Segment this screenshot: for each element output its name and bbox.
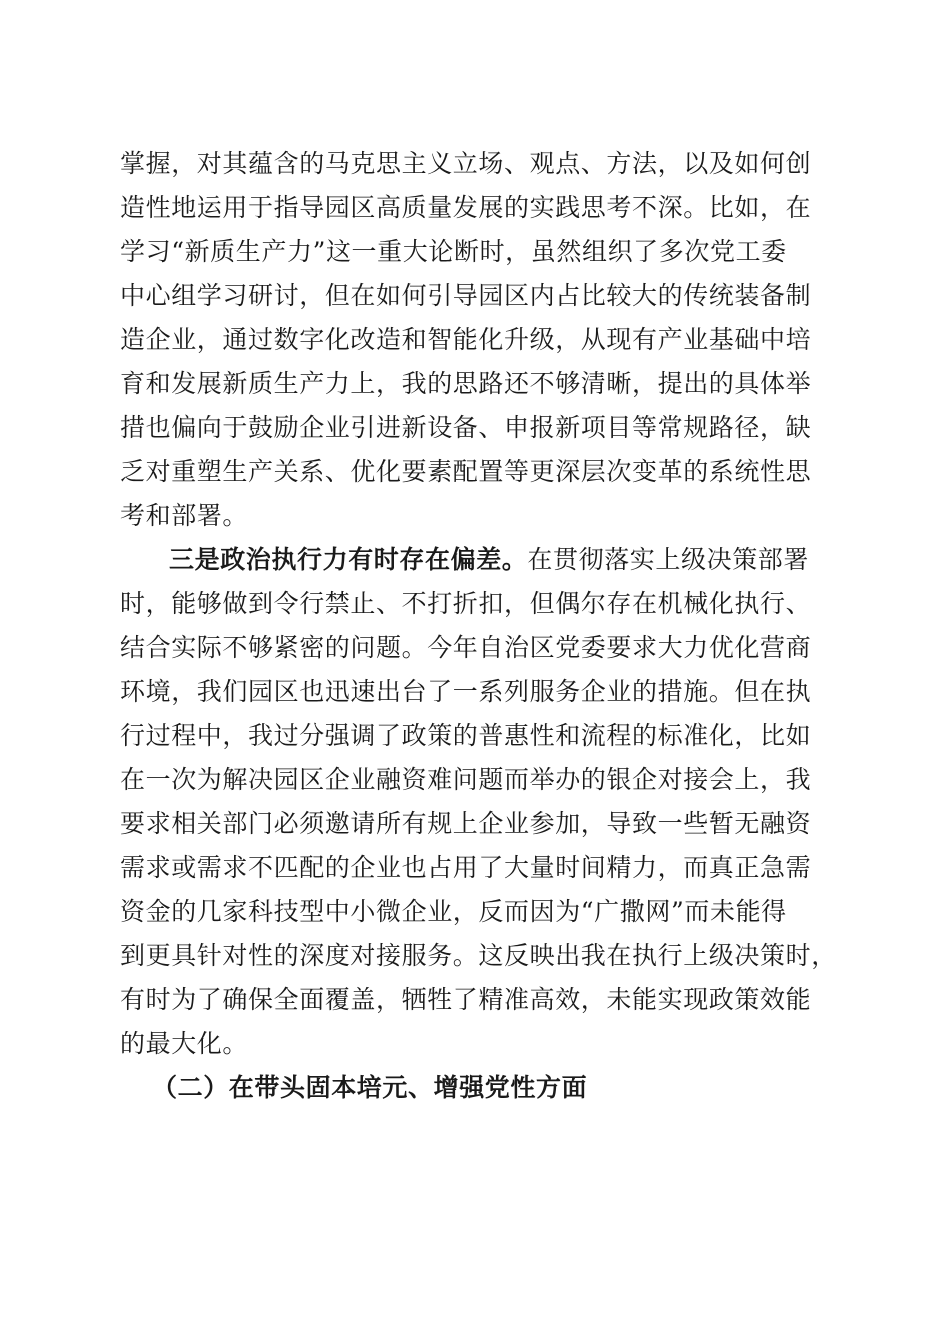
para1-line-5: 造企业，通过数字化改造和智能化升级，从现有产业基础中培 bbox=[120, 325, 812, 354]
para2-line-7: 要求相关部门必须邀请所有规上企业参加，导致一些暂无融资 bbox=[120, 809, 812, 838]
para2-line-6: 在一次为解决园区企业融资难问题而举办的银企对接会上，我 bbox=[120, 765, 812, 794]
para2-first-line-rest: 在贯彻落实上级决策部署 bbox=[527, 545, 810, 574]
para2-line-9: 资金的几家科技型中小微企业，反而因为“广撒网”而未能得 bbox=[120, 897, 787, 926]
para2-line-11: 有时为了确保全面覆盖，牺牲了精准高效，未能实现政策效能 bbox=[120, 985, 812, 1014]
para1-line-6: 育和发展新质生产力上，我的思路还不够清晰，提出的具体举 bbox=[120, 369, 812, 398]
para2-line-5: 行过程中，我过分强调了政策的普惠性和流程的标准化，比如 bbox=[120, 721, 812, 750]
para2-line-10: 到更具针对性的深度对接服务。这反映出我在执行上级决策时， bbox=[120, 941, 837, 970]
para1-line-1: 掌握，对其蕴含的马克思主义立场、观点、方法，以及如何创 bbox=[120, 149, 812, 178]
para2-line-12: 的最大化。 bbox=[120, 1029, 249, 1058]
para1-line-9: 考和部署。 bbox=[120, 501, 249, 530]
para2-first-line bbox=[169, 544, 809, 576]
para1-line-8: 乏对重塑生产关系、优化要素配置等更深层次变革的系统性思 bbox=[120, 457, 812, 486]
para2-heading: 三是政治执行力有时存在偏差。 bbox=[169, 545, 528, 574]
para1-line-2: 造性地运用于指导园区高质量发展的实践思考不深。比如，在 bbox=[120, 193, 812, 222]
para1-line-7: 措也偏向于鼓励企业引进新设备、申报新项目等常规路径，缺 bbox=[120, 413, 812, 442]
para1-line-3: 学习“新质生产力”这一重大论断时，虽然组织了多次党工委 bbox=[120, 237, 787, 266]
para2-line-2: 时，能够做到令行禁止、不打折扣，但偶尔存在机械化执行、 bbox=[120, 589, 812, 618]
para2-line-3: 结合实际不够紧密的问题。今年自治区党委要求大力优化营商 bbox=[120, 633, 812, 662]
para2-line-8: 需求或需求不匹配的企业也占用了大量时间精力，而真正急需 bbox=[120, 853, 812, 882]
para2-line-4: 环境，我们园区也迅速出台了一系列服务企业的措施。但在执 bbox=[120, 677, 812, 706]
para1-line-4: 中心组学习研讨，但在如何引导园区内占比较大的传统装备制 bbox=[120, 281, 812, 310]
section-heading: （二）在带头固本培元、增强党性方面 bbox=[152, 1073, 588, 1102]
